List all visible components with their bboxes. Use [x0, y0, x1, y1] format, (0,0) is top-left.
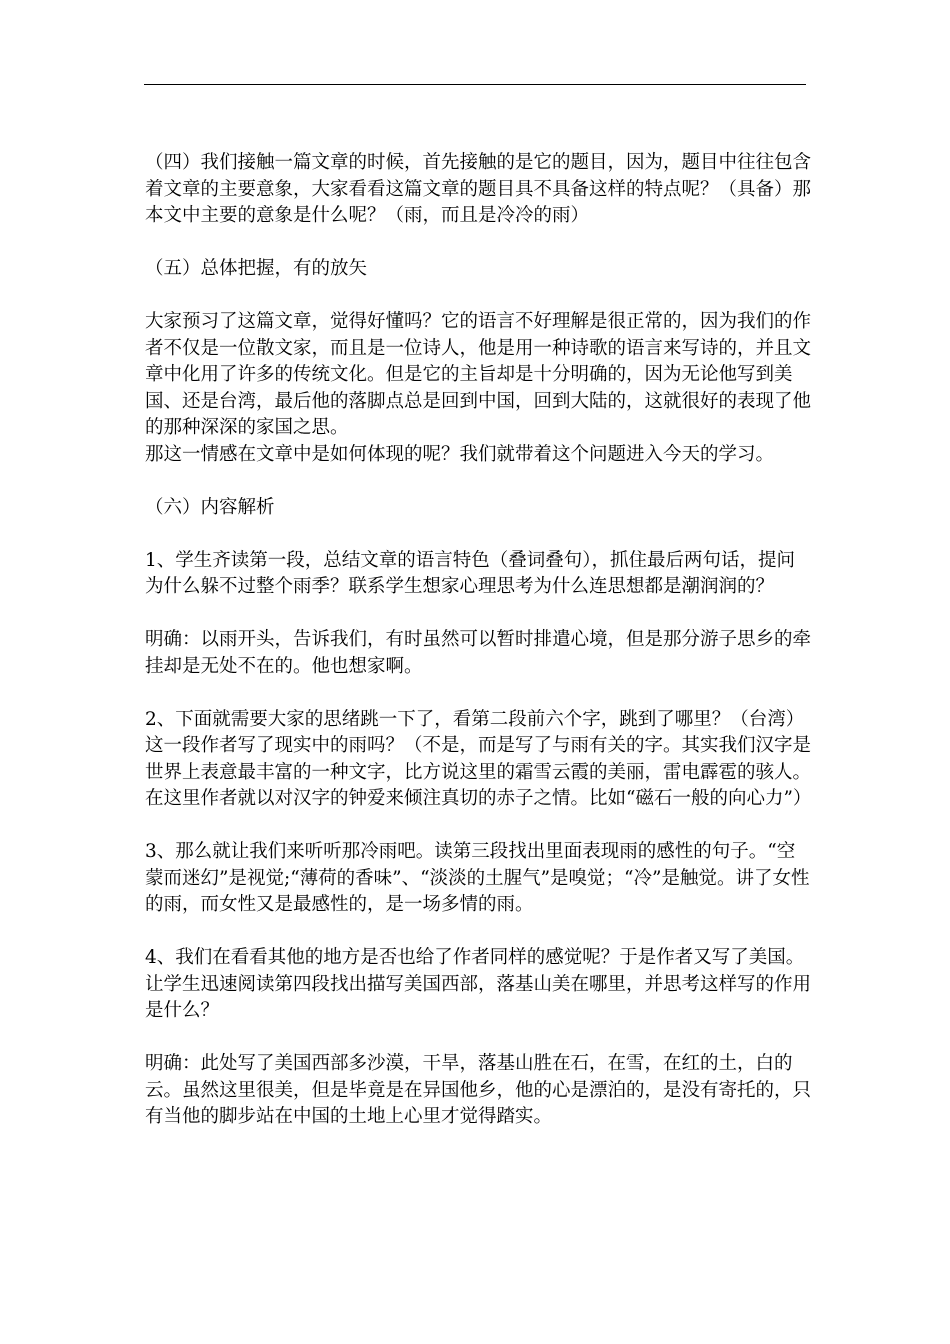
paragraph-item-one: 1、学生齐读第一段，总结文章的语言特色（叠词叠句），抓住最后两句话，提问为什么躲不过整个雨季？联系学生想家心理思考为什么连思想都是潮润润的？: [145, 549, 796, 597]
heading-section-five: （五）总体把握，有的放矢: [145, 258, 368, 279]
paragraph-gap: [145, 468, 811, 495]
paragraph-gap: [145, 1025, 811, 1052]
paragraph-overview: 大家预习了这篇文章，觉得好懂吗？它的语言不好理解是很正常的，因为我们的作者不仅是一位散文家，而且是一位诗人，他是用一种诗歌的语言来写诗的，并且文章中化用了许多的传统文化。但是它的主旨却是十分明确的，因为无论他写到美国、还是台湾，最后他的落脚点总是回到中国，回到大陆的，这就很好的表现了他的那种深深的家国之思。: [145, 311, 812, 438]
paragraph-item-two: 2、下面就需要大家的思绪跳一下了，看第二段前六个字，跳到了哪里？（台湾）这一段作者写了现实中的雨吗？（不是，而是写了与雨有关的字。其实我们汉字是世界上表意最丰富的一种文字，比方说这里的霜雪云霞的美丽，雷电霹雹的骇人。在这里作者就以对汉字的钟爱来倾注真切的赤子之情。比如“磁石一般的向心力”）: [145, 708, 812, 809]
paragraph-section-four: （四）我们接触一篇文章的时候，首先接触的是它的题目，因为，题目中往往包含着文章的主要意象，大家看看这篇文章的题目具不具备这样的特点呢？（具备）那本文中主要的意象是什么呢？（雨，而且是冷冷的雨）: [145, 152, 812, 226]
paragraph-gap: [145, 601, 811, 628]
paragraph-clarify-one: 明确：以雨开头，告诉我们，有时虽然可以暂时排遣心境，但是那分游子思乡的牵挂却是无处不在的。他也想家啊。: [145, 629, 812, 677]
paragraph-gap: [145, 813, 811, 840]
document-body: [145, 150, 811, 1131]
paragraph-gap: [145, 919, 811, 946]
paragraph-gap: [145, 283, 811, 310]
paragraph-gap: [145, 521, 811, 548]
heading-section-six: （六）内容解析: [145, 496, 275, 518]
paragraph-clarify-four: 明确：此处写了美国西部多沙漠，干旱，落基山胜在石，在雪，在红的土，白的云。虽然这里很美，但是毕竟是在异国他乡，他的心是漂泊的，是没有寄托的，只有当他的脚步站在中国的土地上心里才觉得踏实。: [145, 1053, 812, 1127]
paragraph-gap: [145, 680, 811, 707]
paragraph-gap: [145, 230, 811, 257]
paragraph-transition: 那这一情感在文章中是如何体现的呢？我们就带着这个问题进入今天的学习。: [145, 443, 775, 465]
paragraph-item-four: 4、我们在看看其他的地方是否也给了作者同样的感觉呢？于是作者又写了美国。让学生迅速阅读第四段找出描写美国西部，落基山美在哪里，并思考这样写的作用是什么？: [145, 947, 812, 1021]
paragraph-item-three: 3、那么就让我们来听听那冷雨吧。读第三段找出里面表现雨的感性的句子。“空蒙而迷幻”是视觉;“薄荷的香味”、“淡淡的土腥气”是嗅觉；“冷”是触觉。讲了女性的雨，而女性又是最感性的，是一场多情的雨。: [145, 841, 810, 915]
header-rule: [144, 84, 806, 85]
